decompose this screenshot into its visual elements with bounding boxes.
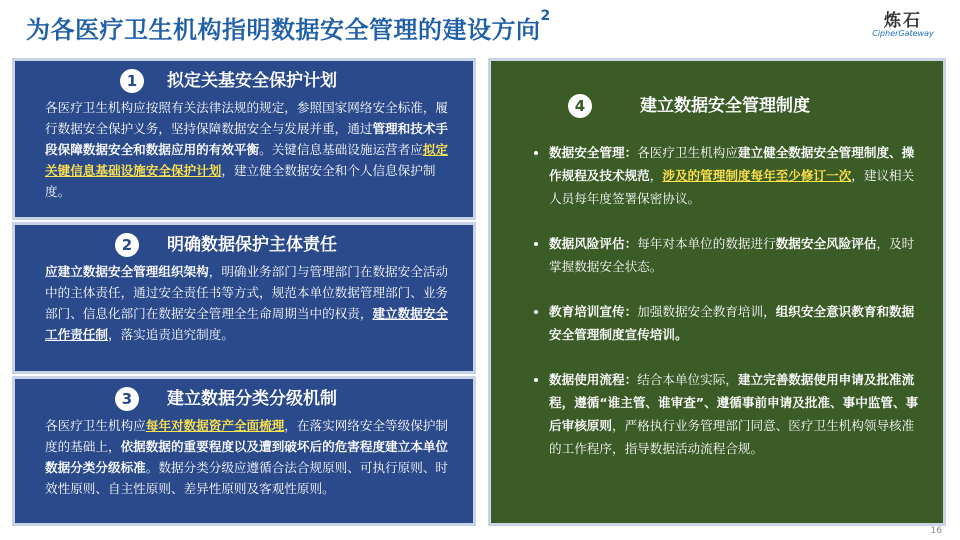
body-text: 结合本单位实际，	[637, 372, 738, 387]
bullet-list	[531, 141, 919, 460]
page-title: 为各医疗卫生机构指明数据安全管理的建设方向$^2$	[26, 8, 551, 44]
bold-text: 管理和技术手段保障数据安全和数据应用的有效平衡	[45, 121, 448, 157]
number-badge: 2	[115, 233, 139, 257]
body-text: ，建议相关人员每年度签署保密协议。	[549, 168, 915, 206]
bold-text: 组织安全意识教育和数据安全管理制度宣传培训。	[549, 304, 915, 342]
bold-text: 数据安全风险评估	[775, 236, 877, 251]
panel-heading: 建立数据分类分级机制	[167, 388, 337, 409]
logo-en-text: CipherGateway	[872, 29, 934, 38]
bold-text: 数据使用流程：	[549, 372, 638, 387]
panel-heading: 明确数据保护主体责任	[167, 234, 337, 255]
panel-protection-plan	[12, 58, 476, 220]
bold-text: 建立完善数据使用申请及批准流程，遵循“谁主管、谁审查”、遵循事前申请及批准、事中监管、事后审核原则	[549, 372, 919, 433]
panel-responsibility	[12, 222, 476, 374]
body-text: 加强数据安全教育培训，	[637, 304, 776, 319]
body-text: 各医疗卫生机构应	[637, 145, 738, 160]
list-item	[549, 368, 919, 460]
body-text: ，严格执行业务管理部门同意、医疗卫生机构领导核准的工作程序，指导数据活动流程合规。	[549, 418, 915, 456]
bold-text: 应建立数据安全管理组织架构	[45, 264, 209, 279]
panel-management-system	[488, 58, 946, 526]
bold-text: 教育培训宣传：	[549, 304, 638, 319]
company-logo	[868, 6, 938, 38]
bold-text: 数据安全管理：	[549, 145, 638, 160]
body-text: 每年对本单位的数据进行	[637, 236, 776, 251]
bold-text: 建立健全数据安全管理制度、操作规程及技术规范	[549, 145, 915, 183]
highlighted-text: 每年对数据资产全面梳理	[145, 418, 285, 433]
panel-classification	[12, 376, 476, 526]
title-superscript: 2	[540, 8, 551, 24]
list-item	[549, 300, 919, 346]
number-badge: 3	[115, 387, 139, 411]
number-badge: 1	[120, 69, 144, 93]
panel-header	[531, 89, 919, 123]
page-number: 16	[930, 526, 942, 536]
panel-heading: 拟定关基安全保护计划	[167, 70, 337, 91]
highlighted-text: 涉及的管理制度每年至少修订一次	[662, 168, 852, 183]
body-text: ，落实追责追究制度。	[107, 327, 234, 342]
panel-header	[45, 67, 459, 95]
body-text: ，明确业务部门与管理部门在数据安全活动中的主体责任，通过安全责任书等方式，规范本单位数据管理部门、业务部门、信息化部门在数据安全管理全生命周期当中的权责，	[45, 264, 448, 321]
bold-text: 依据数据的重要程度以及遭到破坏后的危害程度建立本单位数据分类分级标准	[45, 439, 448, 475]
body-text: 各医疗卫生机构应按照有关法律法规的规定，参照国家网络安全标准，履行数据安全保护义务，坚持保障数据安全与发展并重，通过	[45, 100, 448, 136]
body-text: ，建立健全数据安全和个人信息保护制度。	[45, 163, 436, 199]
logo-cn-text: 炼石	[884, 11, 922, 31]
body-text: 各医疗卫生机构应	[45, 418, 146, 433]
panel-heading: 建立数据安全管理制度	[640, 95, 810, 116]
panel-body	[45, 415, 459, 499]
body-text: ，	[649, 168, 663, 183]
highlighted-text: 拟定关键信息基础设施安全保护计划	[45, 142, 448, 178]
number-badge: 4	[568, 94, 592, 118]
panel-body	[45, 261, 459, 345]
panel-header	[45, 385, 459, 413]
list-item	[549, 141, 919, 210]
body-text: ，及时掌握数据安全状态。	[549, 236, 915, 274]
list-item	[549, 232, 919, 278]
bold-underlined-text: 建立数据安全工作责任制	[45, 306, 448, 342]
bold-text: 数据风险评估：	[549, 236, 638, 251]
body-text: 。数据分类分级应遵循合法合规原则、可执行原则、时效性原则、自主性原则、差异性原则及客观性原则。	[45, 460, 448, 496]
panel-header	[45, 231, 459, 259]
body-text: 。关键信息基础设施运营者应	[259, 142, 423, 157]
body-text: ，在落实网络安全等级保护制度的基础上，	[45, 418, 448, 454]
panel-body	[45, 97, 459, 202]
